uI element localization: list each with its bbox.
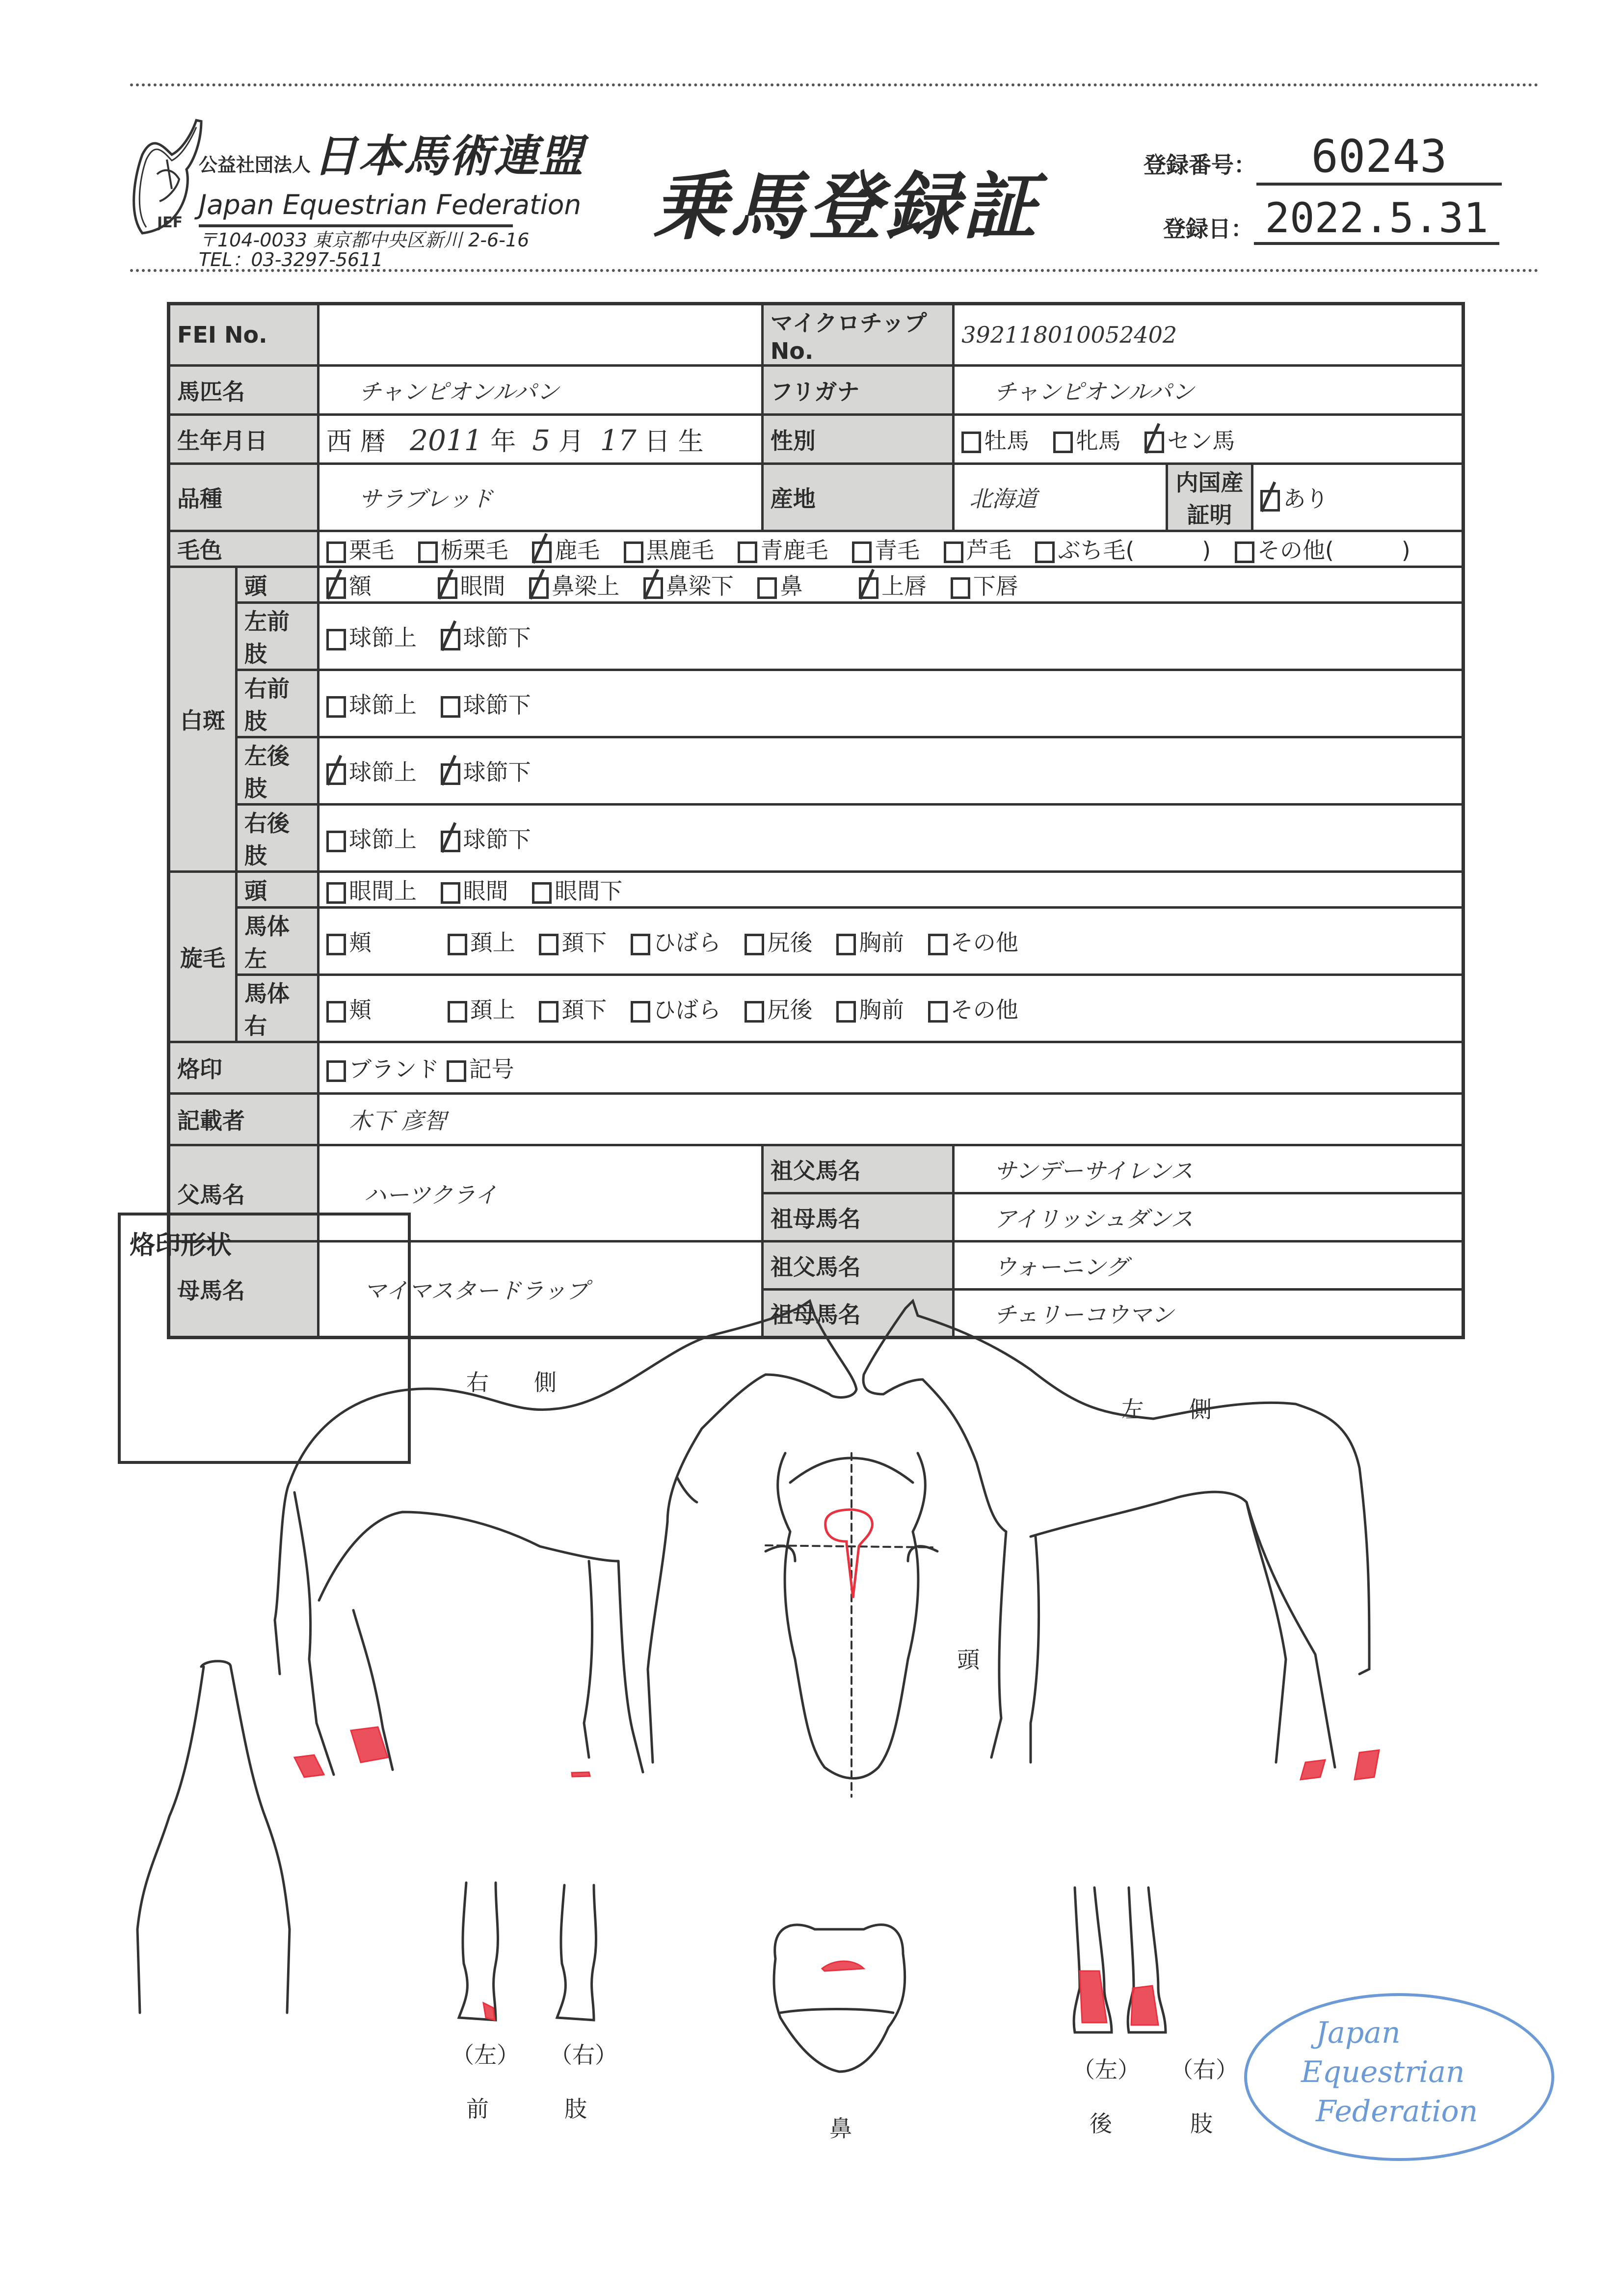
whorl-l-rump[interactable]: 尻後 bbox=[745, 929, 812, 956]
marking-head-star-stripe bbox=[825, 1510, 873, 1598]
whorl-l-other[interactable]: その他 bbox=[928, 929, 1018, 956]
sire-granddam-label: 祖母馬名 bbox=[762, 1193, 953, 1242]
brand-label: 烙印 bbox=[169, 1042, 319, 1094]
marking-rh-below-fetlock[interactable]: 球節下 bbox=[441, 826, 531, 853]
registration-number: 60243 bbox=[1256, 130, 1502, 186]
fore-right-label: （右） bbox=[550, 2042, 617, 2068]
whorl-between-eyes[interactable]: 眼間 bbox=[441, 878, 508, 904]
coat-color-label: 毛色 bbox=[169, 531, 319, 567]
sex-option-stallion[interactable]: 牡馬 bbox=[961, 428, 1029, 454]
whorl-l-lower-neck[interactable]: 頚下 bbox=[539, 929, 607, 956]
sire-grandsire-label: 祖父馬名 bbox=[762, 1145, 953, 1193]
markings-left-fore-label: 左前肢 bbox=[236, 603, 318, 670]
brand-option-symbol[interactable]: 記号 bbox=[447, 1056, 514, 1082]
registration-number-label: 登録番号： bbox=[1144, 152, 1256, 178]
right-side-label: 右 側 bbox=[466, 1369, 557, 1396]
coat-option-black[interactable]: 青毛 bbox=[852, 537, 920, 564]
horse-right-side-icon bbox=[275, 1301, 856, 1775]
fore-caption-2: 肢 bbox=[564, 2096, 587, 2122]
head-label: 頭 bbox=[957, 1647, 980, 1673]
white-markings-label: 白斑 bbox=[169, 567, 237, 872]
marking-rh-above-fetlock[interactable]: 球節上 bbox=[326, 826, 417, 853]
marking-nose[interactable]: 鼻 bbox=[757, 573, 802, 599]
horse-name-field[interactable]: チャンピオンルパン bbox=[318, 366, 762, 415]
brand-shape-label: 烙印形状 bbox=[130, 1231, 232, 1260]
whorl-r-cheek[interactable]: 頬 bbox=[326, 997, 372, 1023]
horse-left-side-icon bbox=[863, 1301, 1369, 1767]
marking-lf-below-fetlock[interactable]: 球節下 bbox=[441, 624, 531, 651]
head-guide-horizontal bbox=[766, 1545, 932, 1547]
origin-label: 産地 bbox=[762, 464, 953, 531]
whorl-l-chest[interactable]: 胸前 bbox=[836, 929, 904, 956]
marking-lh-above-fetlock[interactable]: 球節上 bbox=[326, 759, 417, 785]
whorl-r-chest[interactable]: 胸前 bbox=[836, 997, 904, 1023]
coat-option-other[interactable]: その他( ) bbox=[1235, 537, 1410, 564]
whorl-below-eyes[interactable]: 眼間下 bbox=[532, 878, 622, 904]
sire-granddam-field[interactable]: アイリッシュダンス bbox=[954, 1193, 1463, 1242]
sex-option-gelding[interactable]: セン馬 bbox=[1144, 428, 1235, 454]
hind-caption-2: 肢 bbox=[1190, 2110, 1213, 2137]
registration-date-label: 登録日： bbox=[1163, 216, 1253, 242]
svg-text:JEF: JEF bbox=[157, 214, 183, 231]
org-name-jp: 日本馬術連盟 bbox=[313, 131, 585, 182]
marking-foreleg-left bbox=[483, 2003, 495, 2020]
birth-month: 5 bbox=[532, 424, 551, 457]
whorl-r-other[interactable]: その他 bbox=[928, 997, 1018, 1023]
brand-option-brand[interactable]: ブランド bbox=[326, 1056, 439, 1082]
markings-head-label: 頭 bbox=[236, 567, 318, 603]
whorl-l-flank[interactable]: ひばら bbox=[631, 929, 721, 956]
marking-forehead[interactable]: 額 bbox=[326, 573, 372, 599]
birth-year-suffix: 年 bbox=[490, 427, 516, 457]
markings-right-fore-label: 右前肢 bbox=[236, 670, 318, 737]
dam-grandsire-label: 祖父馬名 bbox=[762, 1242, 953, 1290]
marking-lower-lip[interactable]: 下唇 bbox=[951, 573, 1018, 599]
markings-right-hind-label: 右後肢 bbox=[236, 805, 318, 872]
recorder-label: 記載者 bbox=[169, 1094, 319, 1145]
coat-option-chestnut[interactable]: 栗毛 bbox=[326, 537, 394, 564]
sire-grandsire-field[interactable]: サンデーサイレンス bbox=[954, 1145, 1463, 1193]
sire-label: 父馬名 bbox=[169, 1145, 319, 1242]
sex-label: 性別 bbox=[762, 415, 953, 464]
dam-granddam-label: 祖母馬名 bbox=[762, 1290, 953, 1338]
whorl-r-rump[interactable]: 尻後 bbox=[745, 997, 812, 1023]
dam-field[interactable]: マイマスタードラップ bbox=[318, 1242, 762, 1338]
birth-day-suffix: 日 生 bbox=[644, 427, 704, 457]
marking-right-side-hind-1 bbox=[294, 1755, 324, 1777]
coat-option-dark-bay[interactable]: 黒鹿毛 bbox=[624, 537, 714, 564]
marking-rf-below-fetlock[interactable]: 球節下 bbox=[441, 692, 531, 718]
fore-caption-1: 前 bbox=[466, 2096, 489, 2122]
hind-caption-1: 後 bbox=[1090, 2110, 1112, 2137]
nose-diagram-icon bbox=[774, 1925, 905, 2072]
birth-year: 2011 bbox=[410, 424, 482, 457]
whorls-label: 旋毛 bbox=[169, 872, 237, 1042]
marking-left-side-hind-2 bbox=[1355, 1750, 1379, 1780]
coat-option-pinto[interactable]: ぶち毛( ) bbox=[1035, 537, 1211, 564]
markings-left-hind-label: 左後肢 bbox=[236, 737, 318, 805]
furigana-label: フリガナ bbox=[762, 366, 953, 415]
microchip-label: マイクロチップNo. bbox=[762, 304, 953, 366]
breed-field[interactable]: サラブレッド bbox=[318, 464, 762, 531]
whorl-above-eyes[interactable]: 眼間上 bbox=[326, 878, 417, 904]
registration-date: 2022.5.31 bbox=[1254, 194, 1499, 245]
coat-option-dark-chestnut[interactable]: 栃栗毛 bbox=[418, 537, 508, 564]
marking-right-side-fore bbox=[572, 1772, 590, 1777]
breed-label: 品種 bbox=[169, 464, 319, 531]
domestic-cert-label: 内国産証明 bbox=[1167, 464, 1252, 531]
coat-option-bay[interactable]: 鹿毛 bbox=[532, 537, 600, 564]
origin-field[interactable]: 北海道 bbox=[954, 464, 1167, 531]
whorl-l-cheek[interactable]: 頬 bbox=[326, 929, 372, 956]
birth-era: 西 暦 bbox=[326, 427, 386, 457]
birth-month-suffix: 月 bbox=[558, 427, 584, 457]
sex-option-mare[interactable]: 牝馬 bbox=[1053, 428, 1121, 454]
hind-right-label: （右） bbox=[1171, 2056, 1238, 2083]
marking-between-eyes[interactable]: 眼間 bbox=[438, 573, 506, 599]
coat-option-brown[interactable]: 青鹿毛 bbox=[738, 537, 828, 564]
nose-label: 鼻 bbox=[829, 2115, 852, 2142]
recorder-field[interactable]: 木下 彦智 bbox=[318, 1094, 1463, 1145]
whorls-head-label: 頭 bbox=[236, 872, 318, 908]
left-side-label: 左 側 bbox=[1121, 1396, 1212, 1423]
whorls-body-left-label: 馬体左 bbox=[236, 908, 318, 975]
marking-lh-below-fetlock[interactable]: 球節下 bbox=[441, 759, 531, 785]
whorl-r-upper-neck[interactable]: 頚上 bbox=[448, 997, 515, 1023]
birth-day: 17 bbox=[600, 424, 637, 457]
dam-grandsire-field[interactable]: ウォーニング bbox=[954, 1242, 1463, 1290]
marking-lower-bridge[interactable]: 鼻梁下 bbox=[643, 573, 734, 599]
document-title: 乗馬登録証 bbox=[653, 164, 1041, 250]
whorls-body-right-label: 馬体右 bbox=[236, 975, 318, 1042]
sire-field[interactable]: ハーツクライ bbox=[318, 1145, 762, 1242]
birth-date-label: 生年月日 bbox=[169, 415, 319, 464]
fore-left-label: （左） bbox=[452, 2042, 519, 2068]
org-prefix: 公益社団法人 bbox=[199, 154, 311, 176]
domestic-cert-option[interactable]: あり bbox=[1252, 464, 1463, 531]
hind-left-label: （左） bbox=[1072, 2056, 1140, 2083]
fei-no-label: FEI No. bbox=[169, 304, 319, 366]
furigana-field[interactable]: チャンピオンルパン bbox=[954, 366, 1463, 415]
marking-upper-lip[interactable]: 上唇 bbox=[859, 573, 927, 599]
coat-option-grey[interactable]: 芦毛 bbox=[944, 537, 1011, 564]
foreleg-left-icon bbox=[459, 1883, 498, 2020]
whorl-r-lower-neck[interactable]: 頚下 bbox=[539, 997, 607, 1023]
marking-left-side-hind-1 bbox=[1301, 1760, 1325, 1780]
marking-lf-above-fetlock[interactable]: 球節上 bbox=[326, 624, 417, 651]
org-name-en: Japan Equestrian Federation bbox=[199, 189, 582, 220]
microchip-field[interactable]: 392118010052402 bbox=[954, 304, 1463, 366]
horse-name-label: 馬匹名 bbox=[169, 366, 319, 415]
dam-granddam-field[interactable]: チェリーコウマン bbox=[954, 1290, 1463, 1338]
marking-rf-above-fetlock[interactable]: 球節上 bbox=[326, 692, 417, 718]
whorl-r-flank[interactable]: ひばら bbox=[631, 997, 721, 1023]
horse-neck-back-icon bbox=[137, 1661, 290, 2013]
whorl-l-upper-neck[interactable]: 頚上 bbox=[448, 929, 515, 956]
org-tel: TEL：03-3297-5611 bbox=[199, 249, 383, 270]
dam-label: 母馬名 bbox=[169, 1242, 319, 1338]
marking-nose-upper-lip bbox=[822, 1961, 864, 1971]
marking-hindleg-right bbox=[1131, 1986, 1158, 2025]
marking-upper-bridge[interactable]: 鼻梁上 bbox=[529, 573, 619, 599]
foreleg-right-icon bbox=[557, 1885, 596, 2020]
jef-stamp: Japan Equestrian Federation bbox=[1244, 1993, 1554, 2161]
marking-hindleg-left bbox=[1080, 1971, 1107, 2023]
org-address: 〒104-0033 東京都中央区新川 2-6-16 bbox=[199, 229, 530, 251]
marking-right-side-hind-2 bbox=[351, 1727, 388, 1762]
